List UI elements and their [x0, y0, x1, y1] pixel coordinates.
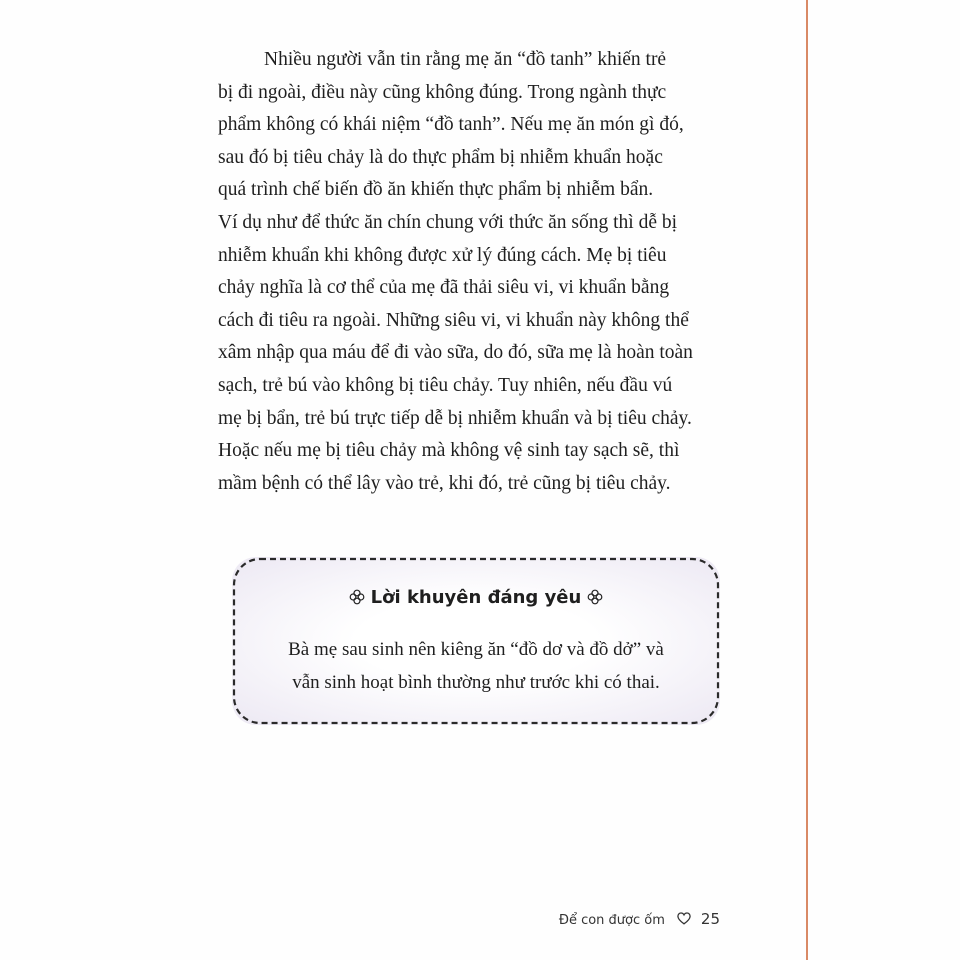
body-line: quá trình chế biến đồ ăn khiến thực phẩm bị nhiễm bẩn. — [218, 179, 654, 201]
tip-heading — [232, 587, 720, 608]
page-footer — [559, 910, 720, 928]
body-line: bị đi ngoài, điều này cũng không đúng. Trong ngành thực — [218, 81, 667, 103]
tip-heading-text: Lời khuyên đáng yêu — [370, 587, 582, 608]
body-line: chảy nghĩa là cơ thể của mẹ đã thải siêu vi, vi khuẩn bằng — [218, 277, 670, 299]
body-line: Nhiều người vẫn tin rằng mẹ ăn “đồ tanh” khiến trẻ — [264, 49, 667, 70]
body-line: nhiễm khuẩn khi không được xử lý đúng cách. Mẹ bị tiêu — [218, 244, 667, 266]
page-edge-line — [806, 0, 808, 960]
body-line: mẹ bị bẩn, trẻ bú trực tiếp dễ bị nhiễm khuẩn và bị tiêu chảy. — [218, 407, 692, 429]
tip-line: vẫn sinh hoạt bình thường như trước khi có thai. — [292, 672, 660, 693]
running-title: Để con được ốm — [558, 913, 665, 928]
heart-icon — [677, 912, 691, 925]
page-number: 25 — [700, 910, 720, 928]
body-line: mầm bệnh có thể lây vào trẻ, khi đó, trẻ cũng bị tiêu chảy. — [218, 472, 671, 494]
tip-box — [232, 557, 720, 725]
body-line: sạch, trẻ bú vào không bị tiêu chảy. Tuy nhiên, nếu đầu vú — [218, 374, 673, 396]
body-line: sau đó bị tiêu chảy là do thực phẩm bị nhiễm khuẩn hoặc — [218, 146, 663, 168]
body-line: Hoặc nếu mẹ bị tiêu chảy mà không vệ sinh tay sạch sẽ, thì — [218, 440, 680, 462]
body-paragraph — [218, 44, 738, 500]
flower-icon — [349, 589, 365, 605]
body-line: cách đi tiêu ra ngoài. Những siêu vi, vi khuẩn này không thể — [218, 309, 689, 331]
body-line: Ví dụ như để thức ăn chín chung với thức ăn sống thì dễ bị — [218, 211, 678, 233]
tip-line: Bà mẹ sau sinh nên kiêng ăn “đồ dơ và đồ dở” và — [288, 639, 664, 660]
body-line: xâm nhập qua máu để đi vào sữa, do đó, sữa mẹ là hoàn toàn — [218, 342, 693, 364]
flower-icon — [587, 589, 603, 605]
tip-text — [232, 633, 720, 699]
body-line: phẩm không có khái niệm “đồ tanh”. Nếu mẹ ăn món gì đó, — [218, 114, 684, 136]
